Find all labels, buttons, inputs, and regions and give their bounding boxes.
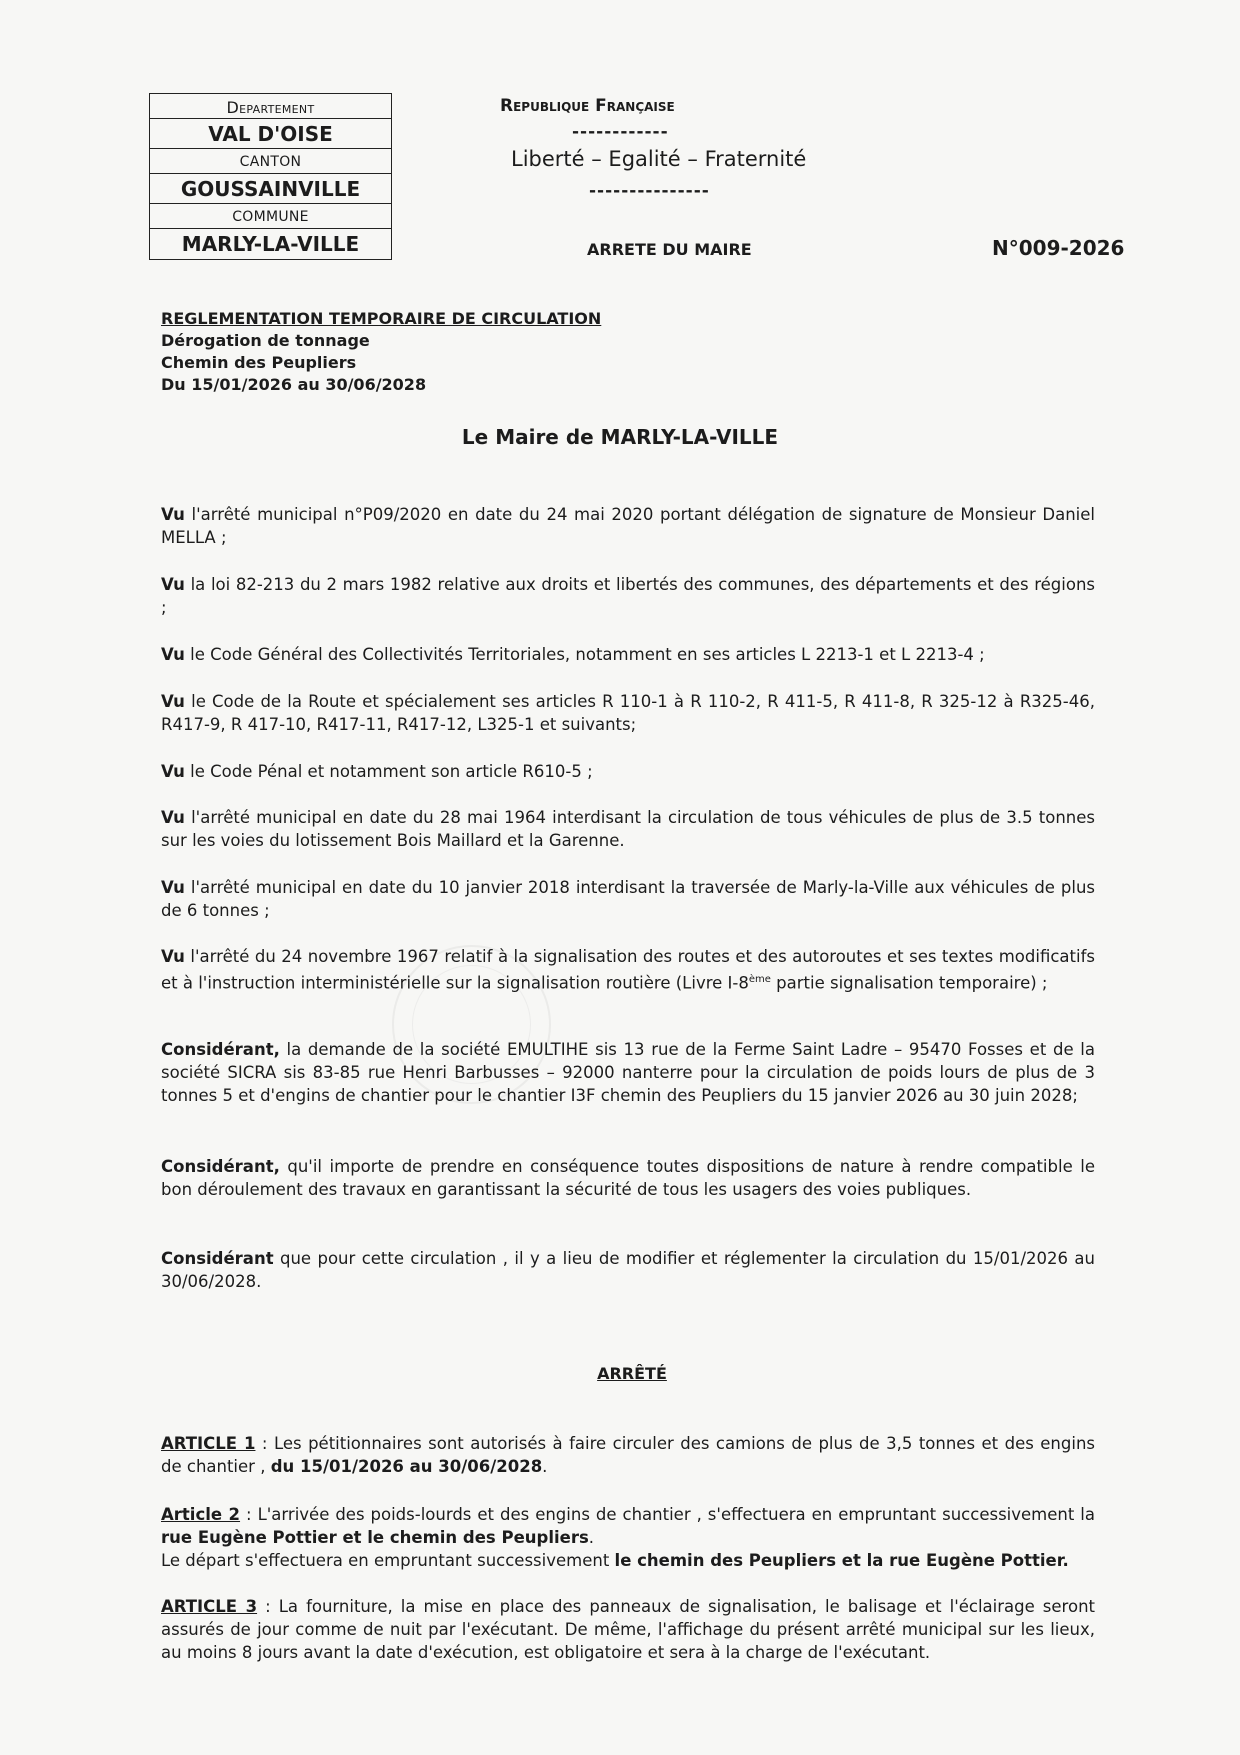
consideration-lead: Vu — [161, 947, 185, 966]
article-text: : La fourniture, la mise en place des panneaux de signalisation, le balisage et l'éclairage seront assurés de jour comme de nuit par l'exécutant. De même, l'affichage du présent arrêté municipal sur les lieux, au moins 8 jours avant la date d'exécution, est obligatoire et sera à la charge de l'exécutant. — [161, 1597, 1095, 1662]
consideration-lead: Considérant, — [161, 1157, 280, 1176]
article-label: ARTICLE 1 — [161, 1434, 256, 1453]
subject-title: REGLEMENTATION TEMPORAIRE DE CIRCULATION — [161, 309, 602, 328]
separator-short: ------------ — [572, 122, 669, 142]
subject-line: Dérogation de tonnage — [161, 331, 370, 350]
consideration-text: le Code de la Route et spécialement ses articles R 110-1 à R 110-2, R 411-5, R 411-8, R 325-12 à R325-46, R417-9, R 417-10, R417-11, R417-12, L325-1 et suivants; — [161, 692, 1095, 734]
consideration-lead: Vu — [161, 808, 185, 827]
consideration-lead: Considérant — [161, 1249, 274, 1268]
arrete-number: N°009-2026 — [992, 236, 1125, 260]
canton-label: CANTON — [150, 149, 391, 174]
consideration-text: qu'il importe de prendre en conséquence toutes dispositions de nature à rendre compatible le bon déroulement des travaux en garantissant la sécurité de tous les usagers des voies publiques. — [161, 1157, 1095, 1199]
subject-line: Du 15/01/2026 au 30/06/2028 — [161, 375, 427, 394]
consideration-text: la loi 82-213 du 2 mars 1982 relative aux droits et libertés des communes, des départements et des régions ; — [161, 575, 1095, 617]
article-3 — [161, 1595, 1095, 1664]
department-label: Departement — [150, 94, 391, 119]
administrative-box — [149, 93, 392, 260]
article-bold-text: le chemin des Peupliers et la rue Eugène Pottier. — [614, 1551, 1069, 1570]
consideration-paragraph — [161, 643, 1095, 666]
consideration-text: le Code Général des Collectivités Territoriales, notamment en ses articles L 2213-1 et L 2213-4 ; — [184, 645, 985, 664]
consideration-paragraph — [161, 573, 1095, 619]
consideration-text: le Code Pénal et notamment son article R610-5 ; — [184, 762, 593, 781]
consideration-lead: Vu — [161, 505, 185, 524]
subject-block — [161, 308, 601, 396]
article-bold-text: rue Eugène Pottier et le chemin des Peupliers — [161, 1528, 589, 1547]
consideration-lead: Considérant, — [161, 1040, 280, 1059]
article-text: : L'arrivée des poids-lourds et des engins de chantier , s'effectuera en empruntant successivement la — [240, 1505, 1095, 1524]
consideration-paragraph — [161, 1247, 1095, 1293]
department-value: VAL D'OISE — [150, 119, 391, 149]
consideration-lead: Vu — [161, 645, 185, 664]
consideration-text: la demande de la société EMULTIHE sis 13 rue de la Ferme Saint Ladre – 95470 Fosses et de la société SICRA sis 83-85 rue Henri Barbusses – 92000 nanterre pour la circulation de poids lours de plus de 3 tonnes 5 et d'engins de chantier pour le chantier I3F chemin des Peupliers du 15 janvier 2026 au 30 juin 2028; — [161, 1040, 1095, 1105]
consideration-text: partie signalisation temporaire) ; — [770, 973, 1048, 993]
consideration-lead: Vu — [161, 762, 185, 781]
consideration-text: que pour cette circulation , il y a lieu de modifier et réglementer la circulation du 15/01/2026 au 30/06/2028. — [161, 1249, 1095, 1291]
republic-title: Republique Française — [500, 96, 675, 116]
commune-label: COMMUNE — [150, 204, 391, 229]
consideration-paragraph — [161, 1155, 1095, 1201]
consideration-paragraph — [161, 945, 1095, 995]
consideration-text: l'arrêté municipal n°P09/2020 en date du 24 mai 2020 portant délégation de signature de Monsieur Daniel MELLA ; — [161, 505, 1095, 547]
consideration-paragraph — [161, 503, 1095, 549]
article-bold-text: du 15/01/2026 au 30/06/2028 — [270, 1457, 543, 1476]
republic-motto: Liberté – Egalité – Fraternité — [511, 147, 807, 171]
article-text: Le départ s'effectuera en empruntant successivement — [161, 1551, 615, 1570]
consideration-lead: Vu — [161, 575, 185, 594]
consideration-lead: Vu — [161, 692, 185, 711]
superscript: ème — [748, 974, 771, 985]
consideration-text: l'arrêté municipal en date du 28 mai 1964 interdisant la circulation de tous véhicules de plus de 3.5 tonnes sur les voies du lotissement Bois Maillard et la Garenne. — [161, 808, 1095, 850]
mayor-heading: Le Maire de MARLY-LA-VILLE — [461, 425, 779, 449]
consideration-text: l'arrêté du 24 novembre 1967 relatif à la signalisation des routes et des autoroutes et ses textes modificatifs et à l'instruction interministérielle sur la signalisation routière (Livre I-8 — [161, 947, 1095, 993]
arrete-heading: ARRÊTÉ — [597, 1364, 667, 1383]
consideration-paragraph — [161, 876, 1095, 922]
arrete-label: ARRETE DU MAIRE — [587, 240, 752, 259]
consideration-paragraph — [161, 806, 1095, 852]
article-text: . — [588, 1528, 595, 1547]
separator-long: --------------- — [589, 181, 710, 201]
consideration-paragraph — [161, 760, 1095, 783]
commune-value: MARLY-LA-VILLE — [181, 232, 360, 256]
consideration-lead: Vu — [161, 878, 185, 897]
article-text: . — [542, 1457, 548, 1476]
article-text: : Les pétitionnaires sont autorisés à faire circuler des camions de plus de 3,5 tonnes et des engins de chantier , — [161, 1434, 1095, 1476]
subject-line: Chemin des Peupliers — [161, 353, 357, 372]
article-1 — [161, 1432, 1095, 1478]
article-label: ARTICLE 3 — [161, 1597, 258, 1616]
consideration-text: l'arrêté municipal en date du 10 janvier 2018 interdisant la traversée de Marly-la-Ville aux véhicules de plus de 6 tonnes ; — [161, 878, 1095, 920]
canton-value: GOUSSAINVILLE — [150, 174, 391, 204]
article-label: Article 2 — [161, 1505, 241, 1524]
consideration-paragraph — [161, 690, 1095, 736]
article-2 — [161, 1503, 1095, 1572]
consideration-paragraph — [161, 1038, 1095, 1107]
